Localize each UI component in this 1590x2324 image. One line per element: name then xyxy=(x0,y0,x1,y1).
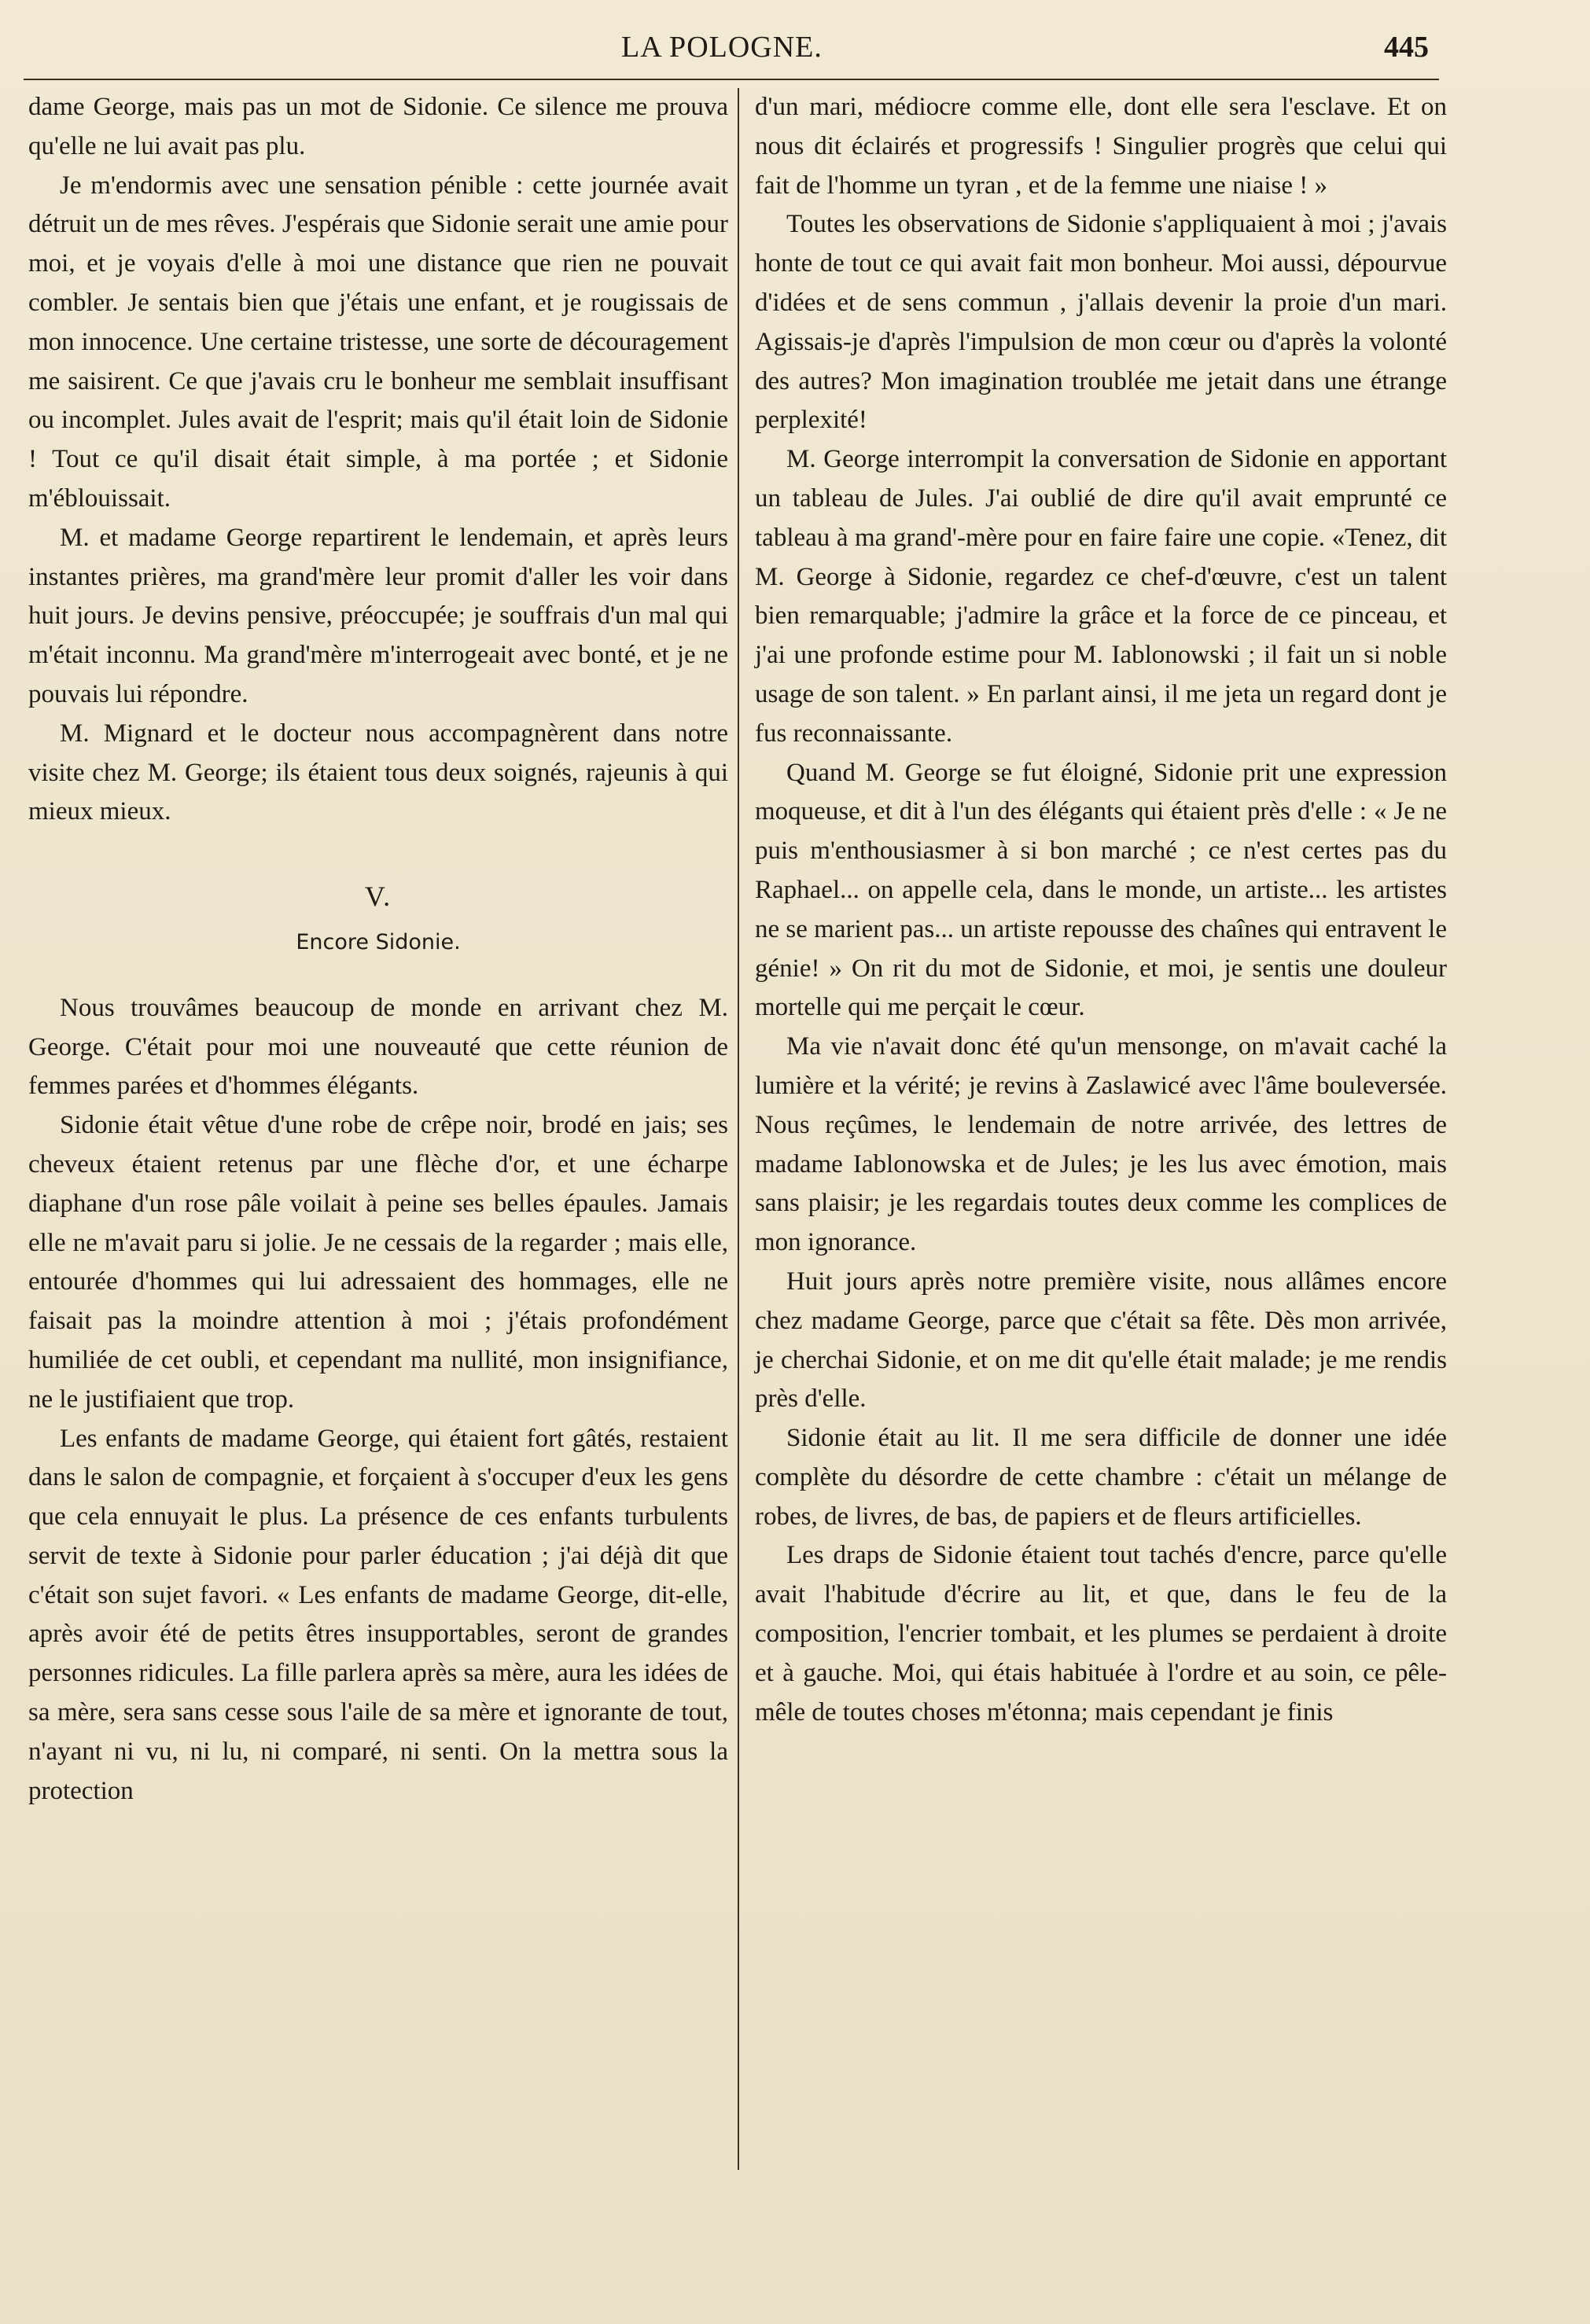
header-rule xyxy=(24,79,1439,80)
paragraph: d'un mari, médiocre comme elle, dont elle sera l'esclave. Et on nous dit éclairés et progressifs ! Singulier progrès que celui qui fait de l'homme un tyran , et de la femme une niaise ! » xyxy=(755,93,1447,200)
chapter-number: V. xyxy=(364,881,392,913)
paragraph: Les draps de Sidonie étaient tout tachés d'encre, parce qu'elle avait l'habitude d'écrire au lit, et que, dans le feu de la composition, l'encrier tombait, et les plumes se perdaient à droite et à gauche. Moi, qui étais habituée à l'ordre et au soin, ce pêle-mêle de toutes choses m'étonna; mais cependant je finis xyxy=(755,1541,1447,1726)
right-column xyxy=(755,88,1447,1732)
paragraph: Je m'endormis avec une sensation pénible : cette journée avait détruit un de mes rêves. J'espérais que Sidonie serait une amie pour moi, et je voyais d'elle à moi une distance que rien ne pouvait combler. Je sentais bien que j'étais une enfant, et je rougissais de mon innocence. Une certaine tristesse, une sorte de découragement me saisirent. Ce que j'avais cru le bonheur me semblait insuffisant ou incomplet. Jules avait de l'esprit; mais qu'il était loin de Sidonie ! Tout ce qu'il disait était simple, à ma portée ; et Sidonie m'éblouissait. xyxy=(28,171,728,513)
chapter-title: Encore Sidonie. xyxy=(296,929,461,954)
paragraph: Nous trouvâmes beaucoup de monde en arrivant chez M. George. C'était pour moi une nouveauté que cette réunion de femmes parées et d'hommes élégants. xyxy=(28,993,728,1101)
paragraph: M. et madame George repartirent le lendemain, et après leurs instantes prières, ma grand'mère leur promit d'aller les voir dans huit jours. Je devins pensive, préoccupée; je souffrais d'un mal qui m'était inconnu. Ma grand'mère m'interrogeait avec bonté, et je ne pouvais lui répondre. xyxy=(28,523,728,708)
paragraph: Sidonie était au lit. Il me sera difficile de donner une idée complète du désordre de cette chambre : c'était un mélange de robes, de livres, de bas, de papiers et de fleurs artificielles. xyxy=(755,1424,1447,1531)
running-title: LA POLOGNE. xyxy=(621,31,823,64)
paragraph: Toutes les observations de Sidonie s'appliquaient à moi ; j'avais honte de tout ce qui avait fait mon bonheur. Moi aussi, dépourvue d'idées et de sens commun , j'allais devenir la proie d'un mari. Agissais-je d'après l'impulsion de mon cœur ou d'après la volonté des autres? Mon imagination troublée me jetait dans une étrange perplexité! xyxy=(755,210,1447,435)
paragraph: dame George, mais pas un mot de Sidonie. Ce silence me prouva qu'elle ne lui avait pas plu. xyxy=(28,93,728,160)
paragraph: Huit jours après notre première visite, nous allâmes encore chez madame George, parce que c'était sa fête. Dès mon arrivée, je cherchai Sidonie, et on me dit qu'elle était malade; je me rendis près d'elle. xyxy=(755,1267,1447,1414)
column-divider xyxy=(738,88,739,2170)
paragraph: M. George interrompit la conversation de Sidonie en apportant un tableau de Jules. J'ai oublié de dire qu'il avait emprunté ce tableau à ma grand'-mère pour en faire faire une copie. «Tenez, dit M. George à Sidonie, regardez ce chef-d'œuvre, c'est un talent bien remarquable; j'admire la grâce et la force de ce pinceau, et j'ai une profonde estime pour M. Iablonowski ; il fait un si noble usage de son talent. » En parlant ainsi, il me jeta un regard dont je fus reconnaissante. xyxy=(755,445,1447,748)
paragraph: Sidonie était vêtue d'une robe de crêpe noir, brodé en jais; ses cheveux étaient retenus par une flèche d'or, et une écharpe diaphane d'un rose pâle voilait à peine ses belles épaules. Jamais elle ne m'avait paru si jolie. Je ne cessais de la regarder ; mais elle, entourée d'hommes qui lui adressaient des hommages, elle ne faisait pas la moindre attention à moi ; j'étais profondément humiliée de cet oubli, et cependant ma nullité, mon insignifiance, ne le justifiaient que trop. xyxy=(28,1111,728,1414)
left-column xyxy=(28,88,728,1811)
paragraph: M. Mignard et le docteur nous accompagnèrent dans notre visite chez M. George; ils étaient tous deux soignés, rajeunis à qui mieux mieux. xyxy=(28,719,728,826)
paragraph: Les enfants de madame George, qui étaient fort gâtés, restaient dans le salon de compagnie, et forçaient à s'occuper d'eux les gens que cela ennuyait le plus. La présence de ces enfants turbulents servit de texte à Sidonie pour parler éducation ; j'ai déjà dit que c'était son sujet favori. « Les enfants de madame George, dit-elle, après avoir été de petits êtres insupportables, seront de grandes personnes ridicules. La fille parlera après sa mère, aura les idées de sa mère, sera sans cesse sous l'aile de sa mère et ignorante de tout, n'ayant ni vu, ni lu, ni comparé, ni senti. On la mettra sous la protection xyxy=(28,1424,728,1805)
page-number: 445 xyxy=(1384,31,1429,64)
page-header xyxy=(0,30,1590,77)
paragraph: Ma vie n'avait donc été qu'un mensonge, on m'avait caché la lumière et la vérité; je revins à Zaslawicé avec l'âme bouleversée. Nous reçûmes, le lendemain de notre arrivée, des lettres de madame Iablonowska et de Jules; je les lus avec émotion, mais sans plaisir; je les regardais toutes deux comme les complices de mon ignorance. xyxy=(755,1032,1447,1257)
paragraph: Quand M. George se fut éloigné, Sidonie prit une expression moqueuse, et dit à l'un des élégants qui étaient près d'elle : « Je ne puis m'enthousiasmer à si bon marché ; ce n'est certes pas du Raphael... on appelle cela, dans le monde, un artiste... les artistes ne se marient pas... un artiste repousse des chaînes qui entravent le génie! » On rit du mot de Sidonie, et moi, je sentis une douleur mortelle qui me perçait le cœur. xyxy=(755,758,1447,1022)
